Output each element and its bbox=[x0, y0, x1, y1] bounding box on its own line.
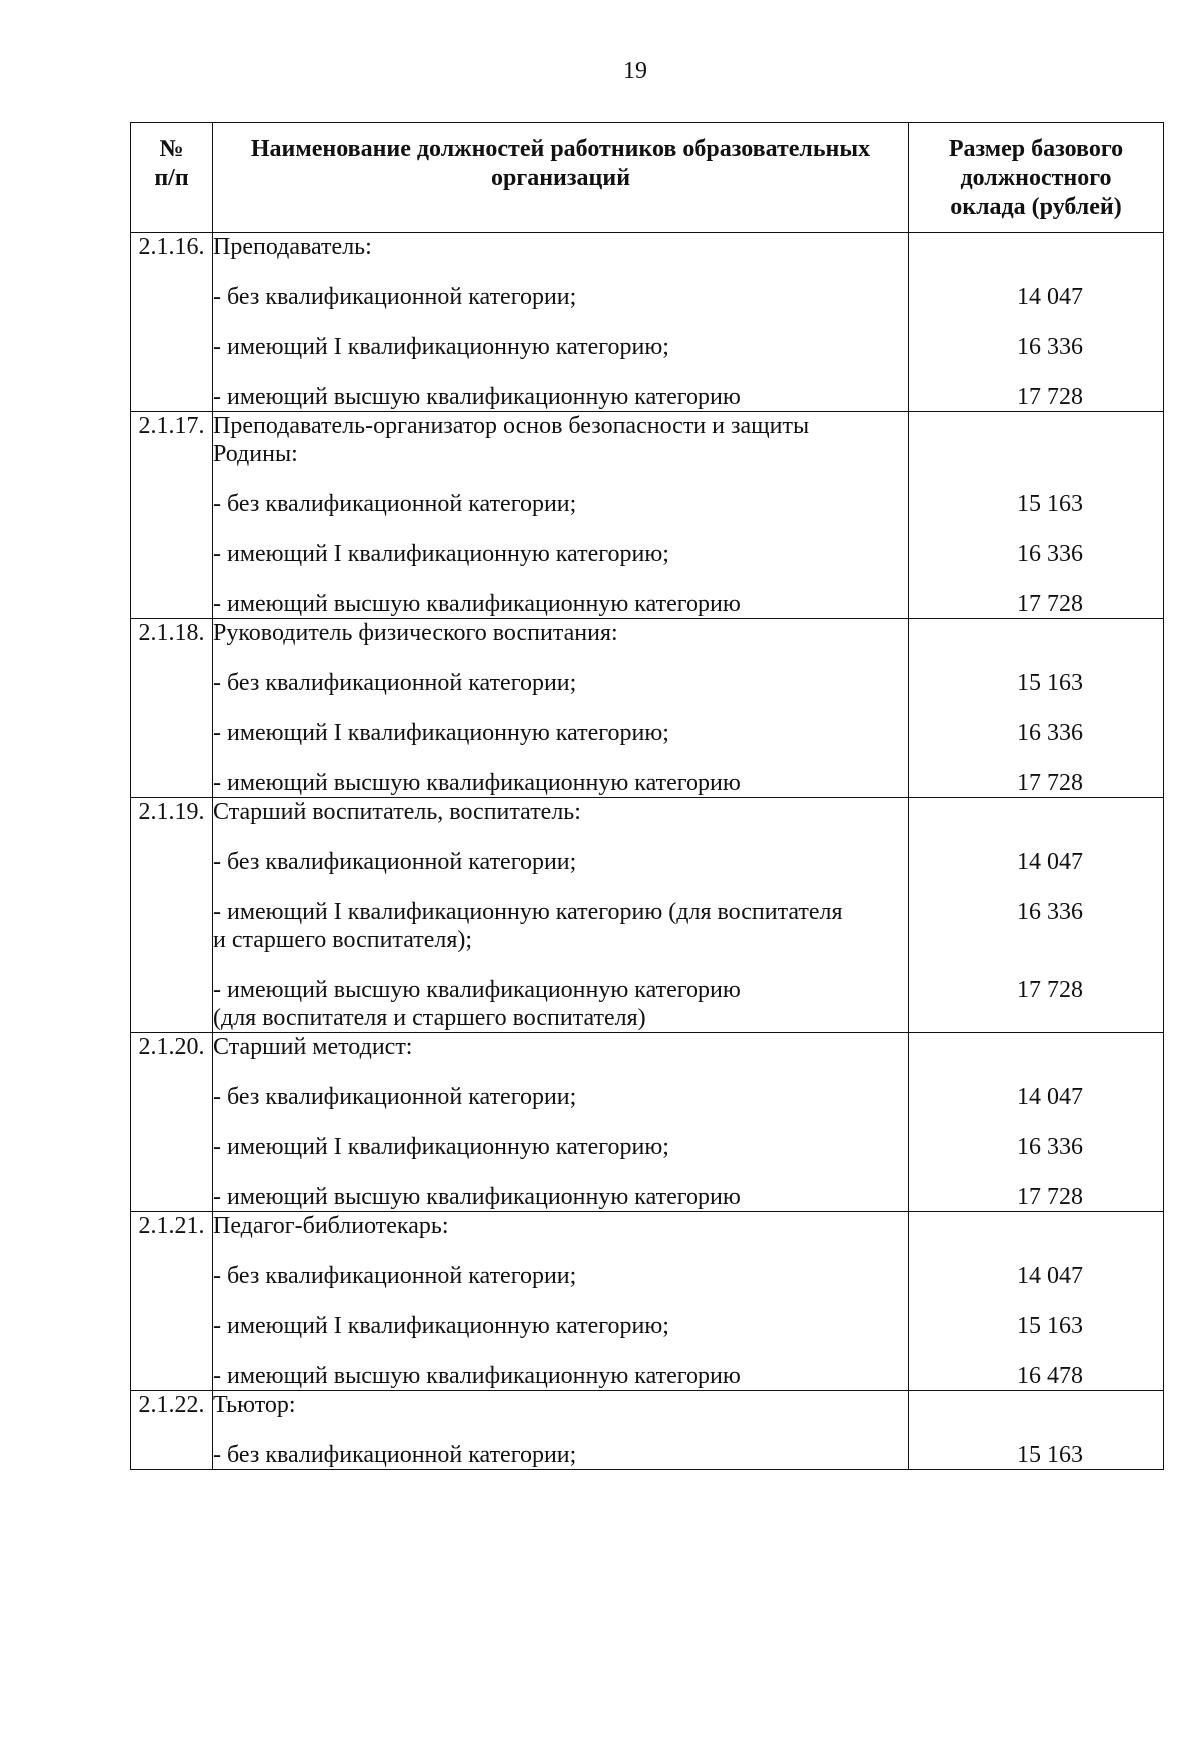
category-item-line: - имеющий высшую квалификационную категорию bbox=[213, 770, 741, 796]
value-spacer bbox=[909, 233, 1163, 261]
salary-value-block bbox=[909, 848, 1163, 876]
value-spacer bbox=[909, 926, 1163, 954]
category-item bbox=[213, 540, 908, 568]
salary-value: 15 163 bbox=[1017, 491, 1083, 517]
salary-value-block bbox=[909, 898, 1163, 954]
category-item bbox=[213, 1183, 908, 1211]
position-name-cell bbox=[213, 412, 909, 619]
table-row bbox=[131, 619, 1164, 798]
position-title-line: Родины: bbox=[213, 441, 298, 467]
salary-cell bbox=[909, 1391, 1164, 1470]
salary-value: 14 047 bbox=[1017, 1084, 1083, 1110]
header-size bbox=[909, 123, 1164, 233]
category-item bbox=[213, 976, 908, 1032]
position-name-cell bbox=[213, 1391, 909, 1470]
salary-value: 17 728 bbox=[1017, 770, 1083, 796]
salary-value-block bbox=[909, 1362, 1163, 1390]
position-title-line: Руководитель физического воспитания: bbox=[213, 620, 618, 646]
salary-value: 15 163 bbox=[1017, 1442, 1083, 1468]
category-item bbox=[213, 490, 908, 518]
position-name-cell bbox=[213, 1033, 909, 1212]
table-row bbox=[131, 798, 1164, 1033]
salary-value: 16 336 bbox=[1017, 899, 1083, 925]
position-title bbox=[213, 798, 908, 826]
category-item bbox=[213, 1362, 908, 1390]
salary-cell bbox=[909, 619, 1164, 798]
category-item-line: - имеющий I квалификационную категорию; bbox=[213, 1134, 669, 1160]
salary-value: 16 336 bbox=[1017, 1134, 1083, 1160]
salary-cell bbox=[909, 233, 1164, 412]
header-size-line: должностного bbox=[960, 165, 1112, 191]
position-title bbox=[213, 1391, 908, 1419]
salary-value-block bbox=[909, 490, 1163, 518]
salary-value-block bbox=[909, 383, 1163, 411]
salary-value-block bbox=[909, 1083, 1163, 1111]
salary-value-block bbox=[909, 976, 1163, 1032]
salary-value: 15 163 bbox=[1017, 1313, 1083, 1339]
row-number: 2.1.20. bbox=[131, 1033, 213, 1212]
position-title-line: Тьютор: bbox=[213, 1392, 296, 1418]
position-name-cell bbox=[213, 1212, 909, 1391]
value-spacer bbox=[909, 440, 1163, 468]
category-item-line: - имеющий высшую квалификационную категорию bbox=[213, 384, 741, 410]
salary-value: 16 336 bbox=[1017, 334, 1083, 360]
category-item bbox=[213, 283, 908, 311]
category-item bbox=[213, 1133, 908, 1161]
table-row bbox=[131, 1212, 1164, 1391]
salary-cell bbox=[909, 412, 1164, 619]
position-title bbox=[213, 1212, 908, 1240]
category-item-line: - имеющий высшую квалификационную категорию bbox=[213, 591, 741, 617]
position-title bbox=[213, 233, 908, 261]
position-title bbox=[213, 412, 908, 468]
category-item-line: - имеющий I квалификационную категорию (для воспитателя bbox=[213, 899, 843, 925]
salary-value: 16 336 bbox=[1017, 541, 1083, 567]
salary-value: 16 478 bbox=[1017, 1363, 1083, 1389]
page-number: 19 bbox=[623, 58, 647, 84]
position-title-line: Педагог-библиотекарь: bbox=[213, 1213, 449, 1239]
value-spacer bbox=[909, 412, 1163, 440]
category-item-line: - без квалификационной категории; bbox=[213, 491, 577, 517]
header-num bbox=[131, 123, 213, 233]
category-item-line: - имеющий высшую квалификационную категорию bbox=[213, 977, 741, 1003]
row-number: 2.1.17. bbox=[131, 412, 213, 619]
category-item-line: - без квалификационной категории; bbox=[213, 1263, 577, 1289]
position-title-line: Старший воспитатель, воспитатель: bbox=[213, 799, 581, 825]
category-item-line: - имеющий высшую квалификационную категорию bbox=[213, 1363, 741, 1389]
category-item bbox=[213, 1262, 908, 1290]
salary-value-block bbox=[909, 540, 1163, 568]
position-name-cell bbox=[213, 619, 909, 798]
table-row bbox=[131, 412, 1164, 619]
salary-value-block bbox=[909, 1183, 1163, 1211]
position-name-cell bbox=[213, 233, 909, 412]
header-name-line: организаций bbox=[490, 165, 631, 191]
category-item bbox=[213, 848, 908, 876]
category-item-line: - без квалификационной категории; bbox=[213, 284, 577, 310]
header-size-line: оклада (рублей) bbox=[950, 194, 1122, 220]
salary-value-block bbox=[909, 669, 1163, 697]
salary-value-block bbox=[909, 719, 1163, 747]
category-item-line: - без квалификационной категории; bbox=[213, 849, 577, 875]
salary-value: 15 163 bbox=[1017, 670, 1083, 696]
category-item-line: - без квалификационной категории; bbox=[213, 670, 577, 696]
header-name bbox=[213, 123, 909, 233]
row-number: 2.1.16. bbox=[131, 233, 213, 412]
category-item bbox=[213, 590, 908, 618]
category-item bbox=[213, 769, 908, 797]
category-item-line: - без квалификационной категории; bbox=[213, 1084, 577, 1110]
salary-value: 14 047 bbox=[1017, 284, 1083, 310]
table-row bbox=[131, 1033, 1164, 1212]
header-size-line: Размер базового bbox=[948, 136, 1124, 162]
row-number: 2.1.22. bbox=[131, 1391, 213, 1470]
row-number: 2.1.19. bbox=[131, 798, 213, 1033]
header-num-line: п/п bbox=[154, 165, 189, 191]
position-title bbox=[213, 619, 908, 647]
salary-value-block bbox=[909, 283, 1163, 311]
header-name-line: Наименование должностей работников образовательных bbox=[250, 136, 871, 162]
salary-table bbox=[130, 122, 1164, 1470]
category-item-line: - имеющий I квалификационную категорию; bbox=[213, 541, 669, 567]
category-item-line: (для воспитателя и старшего воспитателя) bbox=[213, 1005, 646, 1031]
salary-value: 17 728 bbox=[1017, 591, 1083, 617]
category-item bbox=[213, 1083, 908, 1111]
salary-value: 17 728 bbox=[1017, 977, 1083, 1003]
category-item bbox=[213, 1312, 908, 1340]
salary-value-block bbox=[909, 1441, 1163, 1469]
category-item bbox=[213, 333, 908, 361]
salary-cell bbox=[909, 1033, 1164, 1212]
value-spacer bbox=[909, 1033, 1163, 1061]
salary-value: 17 728 bbox=[1017, 384, 1083, 410]
category-item-line: - имеющий I квалификационную категорию; bbox=[213, 334, 669, 360]
salary-value: 14 047 bbox=[1017, 849, 1083, 875]
salary-value-block bbox=[909, 590, 1163, 618]
salary-value-block bbox=[909, 333, 1163, 361]
header-num-line: № bbox=[159, 136, 184, 162]
category-item-line: - имеющий высшую квалификационную категорию bbox=[213, 1184, 741, 1210]
position-title bbox=[213, 1033, 908, 1061]
salary-cell bbox=[909, 798, 1164, 1033]
row-number: 2.1.21. bbox=[131, 1212, 213, 1391]
category-item bbox=[213, 383, 908, 411]
salary-cell bbox=[909, 1212, 1164, 1391]
salary-value-block bbox=[909, 1262, 1163, 1290]
category-item bbox=[213, 898, 908, 954]
salary-value-block bbox=[909, 1312, 1163, 1340]
position-name-cell bbox=[213, 798, 909, 1033]
value-spacer bbox=[909, 1004, 1163, 1032]
category-item-line: - имеющий I квалификационную категорию; bbox=[213, 720, 669, 746]
value-spacer bbox=[909, 619, 1163, 647]
category-item-line: - без квалификационной категории; bbox=[213, 1442, 577, 1468]
value-spacer bbox=[909, 1391, 1163, 1419]
position-title-line: Старший методист: bbox=[213, 1034, 413, 1060]
salary-value: 17 728 bbox=[1017, 1184, 1083, 1210]
value-spacer bbox=[909, 798, 1163, 826]
category-item-line: - имеющий I квалификационную категорию; bbox=[213, 1313, 669, 1339]
salary-value: 14 047 bbox=[1017, 1263, 1083, 1289]
category-item bbox=[213, 719, 908, 747]
category-item bbox=[213, 1441, 908, 1469]
salary-value-block bbox=[909, 1133, 1163, 1161]
salary-value: 16 336 bbox=[1017, 720, 1083, 746]
row-number: 2.1.18. bbox=[131, 619, 213, 798]
position-title-line: Преподаватель-организатор основ безопасности и защиты bbox=[213, 413, 810, 439]
table-row bbox=[131, 1391, 1164, 1470]
table-header-row bbox=[131, 123, 1164, 233]
value-spacer bbox=[909, 1212, 1163, 1240]
table-body bbox=[131, 233, 1164, 1470]
table-row bbox=[131, 233, 1164, 412]
category-item bbox=[213, 669, 908, 697]
category-item-line: и старшего воспитателя); bbox=[213, 927, 473, 953]
position-title-line: Преподаватель: bbox=[213, 234, 372, 260]
salary-value-block bbox=[909, 769, 1163, 797]
